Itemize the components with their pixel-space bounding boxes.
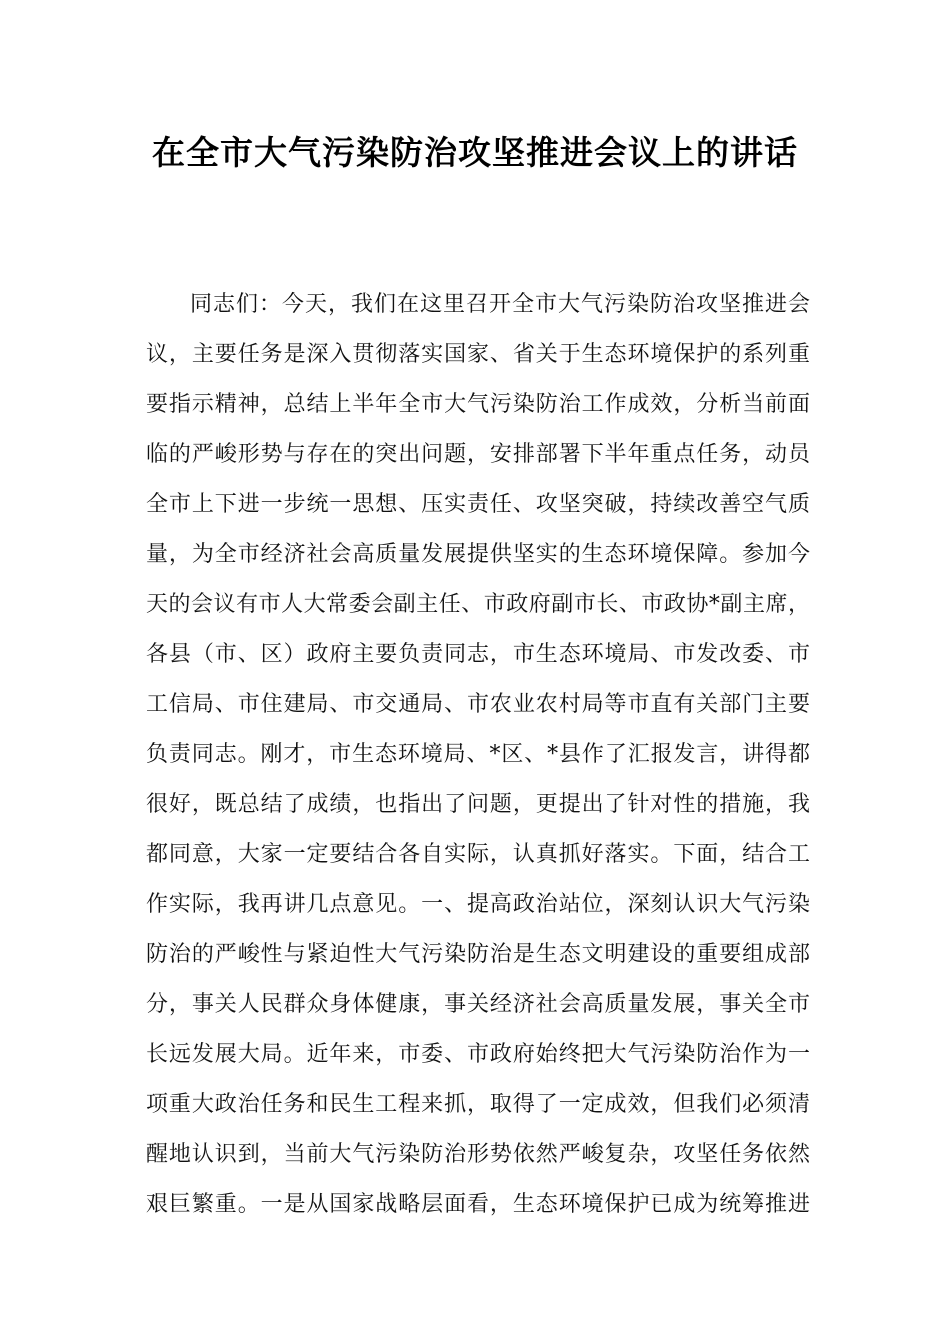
paragraph-line: 临的严峻形势与存在的突出问题，安排部署下半年重点任务，动员: [146, 442, 810, 467]
paragraph-line: 分，事关人民群众身体健康，事关经济社会高质量发展，事关全市: [146, 992, 810, 1017]
document-title: 在全市大气污染防治攻坚推进会议上的讲话: [152, 133, 798, 172]
paragraph-line: 防治的严峻性与紧迫性大气污染防治是生态文明建设的重要组成部: [146, 942, 810, 967]
document-body: [146, 280, 810, 1230]
paragraph-line: 作实际，我再讲几点意见。一、提高政治站位，深刻认识大气污染: [146, 892, 810, 917]
paragraph-line: 天的会议有市人大常委会副主任、市政府副市长、市政协*副主席，: [146, 592, 810, 617]
paragraph-line: 各县（市、区）政府主要负责同志，市生态环境局、市发改委、市: [146, 642, 810, 667]
paragraph-line: 醒地认识到，当前大气污染防治形势依然严峻复杂，攻坚任务依然: [146, 1142, 810, 1167]
paragraph-line: 全市上下进一步统一思想、压实责任、攻坚突破，持续改善空气质: [146, 492, 810, 517]
paragraph-line: 长远发展大局。近年来，市委、市政府始终把大气污染防治作为一: [146, 1042, 810, 1067]
paragraph-line: 要指示精神，总结上半年全市大气污染防治工作成效，分析当前面: [146, 392, 810, 417]
paragraph-line: 都同意，大家一定要结合各自实际，认真抓好落实。下面，结合工: [146, 842, 810, 867]
paragraph-line: 同志们：今天，我们在这里召开全市大气污染防治攻坚推进会: [190, 292, 810, 317]
paragraph-line: 很好，既总结了成绩，也指出了问题，更提出了针对性的措施，我: [146, 792, 810, 817]
paragraph-line: 量，为全市经济社会高质量发展提供坚实的生态环境保障。参加今: [146, 542, 810, 567]
paragraph-line: 工信局、市住建局、市交通局、市农业农村局等市直有关部门主要: [146, 692, 810, 717]
paragraph-line: 负责同志。刚才，市生态环境局、*区、*县作了汇报发言，讲得都: [146, 742, 810, 767]
paragraph-line: 议，主要任务是深入贯彻落实国家、省关于生态环境保护的系列重: [146, 342, 810, 367]
paragraph-line: 项重大政治任务和民生工程来抓，取得了一定成效，但我们必须清: [146, 1092, 810, 1117]
paragraph-line: 艰巨繁重。一是从国家战略层面看，生态环境保护已成为统筹推进: [146, 1192, 810, 1217]
